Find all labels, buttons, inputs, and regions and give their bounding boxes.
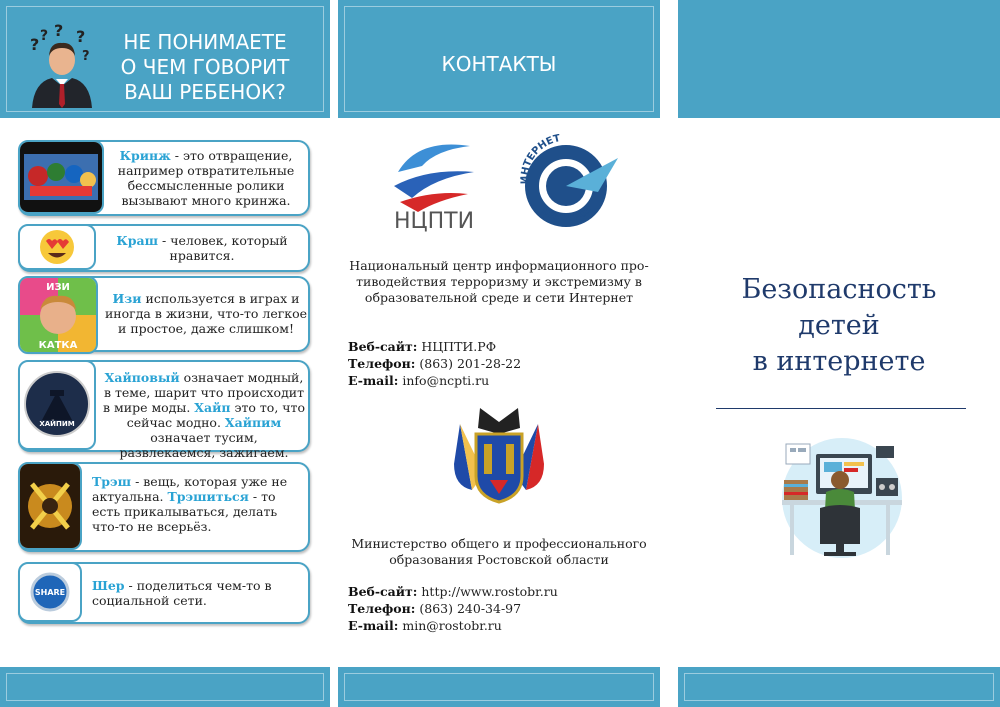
slang-definition: - то есть прикалываться, делать что-то не всерьёз. [92,489,278,534]
cringe-thumbnail [18,140,104,214]
slang-definition: - вещь, которая уже не актуальна. [92,474,288,504]
title-divider [716,408,966,409]
trash-thumbnail [18,462,82,550]
org-line: Национальный центр информационного про- [349,258,649,273]
slang-keyword: Трэшиться [167,489,249,504]
title-line: в интернете [752,346,926,377]
logo-caption-bottom: БЕЗ УГРОЗ [539,205,595,225]
footer-bar [678,667,1000,707]
child-at-computer-illustration [776,432,906,562]
title-line: детей [798,310,880,341]
slang-keyword: Хайпим [224,415,282,430]
slang-keyword: Краш [116,233,159,248]
email-link[interactable]: min@rostobr.ru [398,618,502,633]
ncpti-org-name [338,258,660,306]
email-label: E-mail: [348,373,399,388]
panel-contacts [338,0,660,707]
phone-value: (863) 240-34-97 [415,601,522,616]
website-link[interactable]: http://www.rostobr.ru [417,584,558,599]
crush-text [100,233,304,263]
header-line: О ЧЕМ ГОВОРИТ [120,55,290,79]
website-label: Веб-сайт: [348,584,418,599]
org-line: образования Ростовской области [389,552,609,567]
slang-card-trash [18,462,310,552]
cringe-text [108,148,304,208]
slang-definition: означает тусим, развлекаемся, зажигаем. [119,430,289,460]
confused-person-icon [26,24,98,108]
panel-slang [0,0,330,707]
phone-label: Телефон: [348,356,416,371]
slang-keyword: Изи [112,291,142,306]
panel1-header [100,30,310,105]
slang-keyword: Хайп [194,400,231,415]
easy-meme-thumbnail [18,276,98,354]
slang-definition: - человек, который нравится. [158,233,288,263]
slang-definition: это то, что сейчас модно. [126,400,305,430]
internet-bez-ugroz-logo [514,134,622,234]
svg-text:?: ? [82,49,90,64]
svg-text:?: ? [30,35,40,54]
footer-bar [338,667,660,707]
share-icon [18,562,82,622]
share-label: SHARE [34,588,66,597]
ncpti-contacts [348,338,521,389]
title-line: Безопасность [741,274,937,305]
slang-card-hype [18,360,310,460]
ministry-org-name [338,536,660,568]
email-link[interactable]: info@ncpti.ru [398,373,490,388]
footer-bar [0,667,330,707]
slang-keyword: Трэш [92,474,132,489]
slang-card-share [18,562,310,624]
slang-definition: - поделиться чем-то в социальной сети. [92,578,272,608]
header-bar [678,0,1000,118]
slang-keyword: Хайповый [104,370,180,385]
phone-value: (863) 201-28-22 [415,356,522,371]
org-line: Министерство общего и профессионального [351,536,647,551]
contacts-header: КОНТАКТЫ [441,52,557,76]
thumb-caption-top: ИЗИ [46,282,70,293]
slang-card-cringe [18,140,310,216]
thumb-caption-bottom: КАТКА [38,340,78,351]
rostov-coat-of-arms-icon [450,404,548,506]
phone-label: Телефон: [348,601,416,616]
header-line: ВАШ РЕБЕНОК? [124,80,286,104]
svg-text:?: ? [54,24,64,40]
slang-definition: используется в играх и иногда в жизни, что-то легкое и простое, даже слишком! [104,291,308,336]
hype-label: ХАЙПИМ [39,420,75,428]
slang-definition: - это отвращение, например отвратительные бессмысленные ролики вызывают много кринжа. [117,148,295,208]
brochure-title [678,272,1000,380]
ministry-contacts [348,583,558,634]
heart-eyes-emoji-icon [18,224,96,270]
website-label: Веб-сайт: [348,339,418,354]
website-link[interactable]: НЦПТИ.РФ [417,339,497,354]
panel-cover [678,0,1000,707]
svg-text:?: ? [40,28,49,44]
easy-text [104,291,308,336]
org-line: тиводействия терроризму и экстремизму в [356,274,642,289]
hype-thumbnail [18,360,96,450]
org-line: образовательной среде и сети Интернет [364,290,634,305]
slang-keyword: Шер [92,578,125,593]
slang-definition: означает модный, в теме, шарит что происходит в мире моды. [103,370,305,415]
ncpti-logo [378,128,488,236]
hype-text [102,370,306,460]
email-label: E-mail: [348,618,399,633]
slang-card-crush [18,224,310,272]
ncpti-logo-text: НЦПТИ [393,209,475,234]
svg-text:?: ? [76,27,86,46]
header-line: НЕ ПОНИМАЕТЕ [123,30,287,54]
trash-text [92,474,304,534]
share-text [92,578,304,608]
logo-caption-top: ИНТЕРНЕТ [519,134,562,185]
slang-card-easy [18,276,310,352]
slang-keyword: Кринж [119,148,171,163]
